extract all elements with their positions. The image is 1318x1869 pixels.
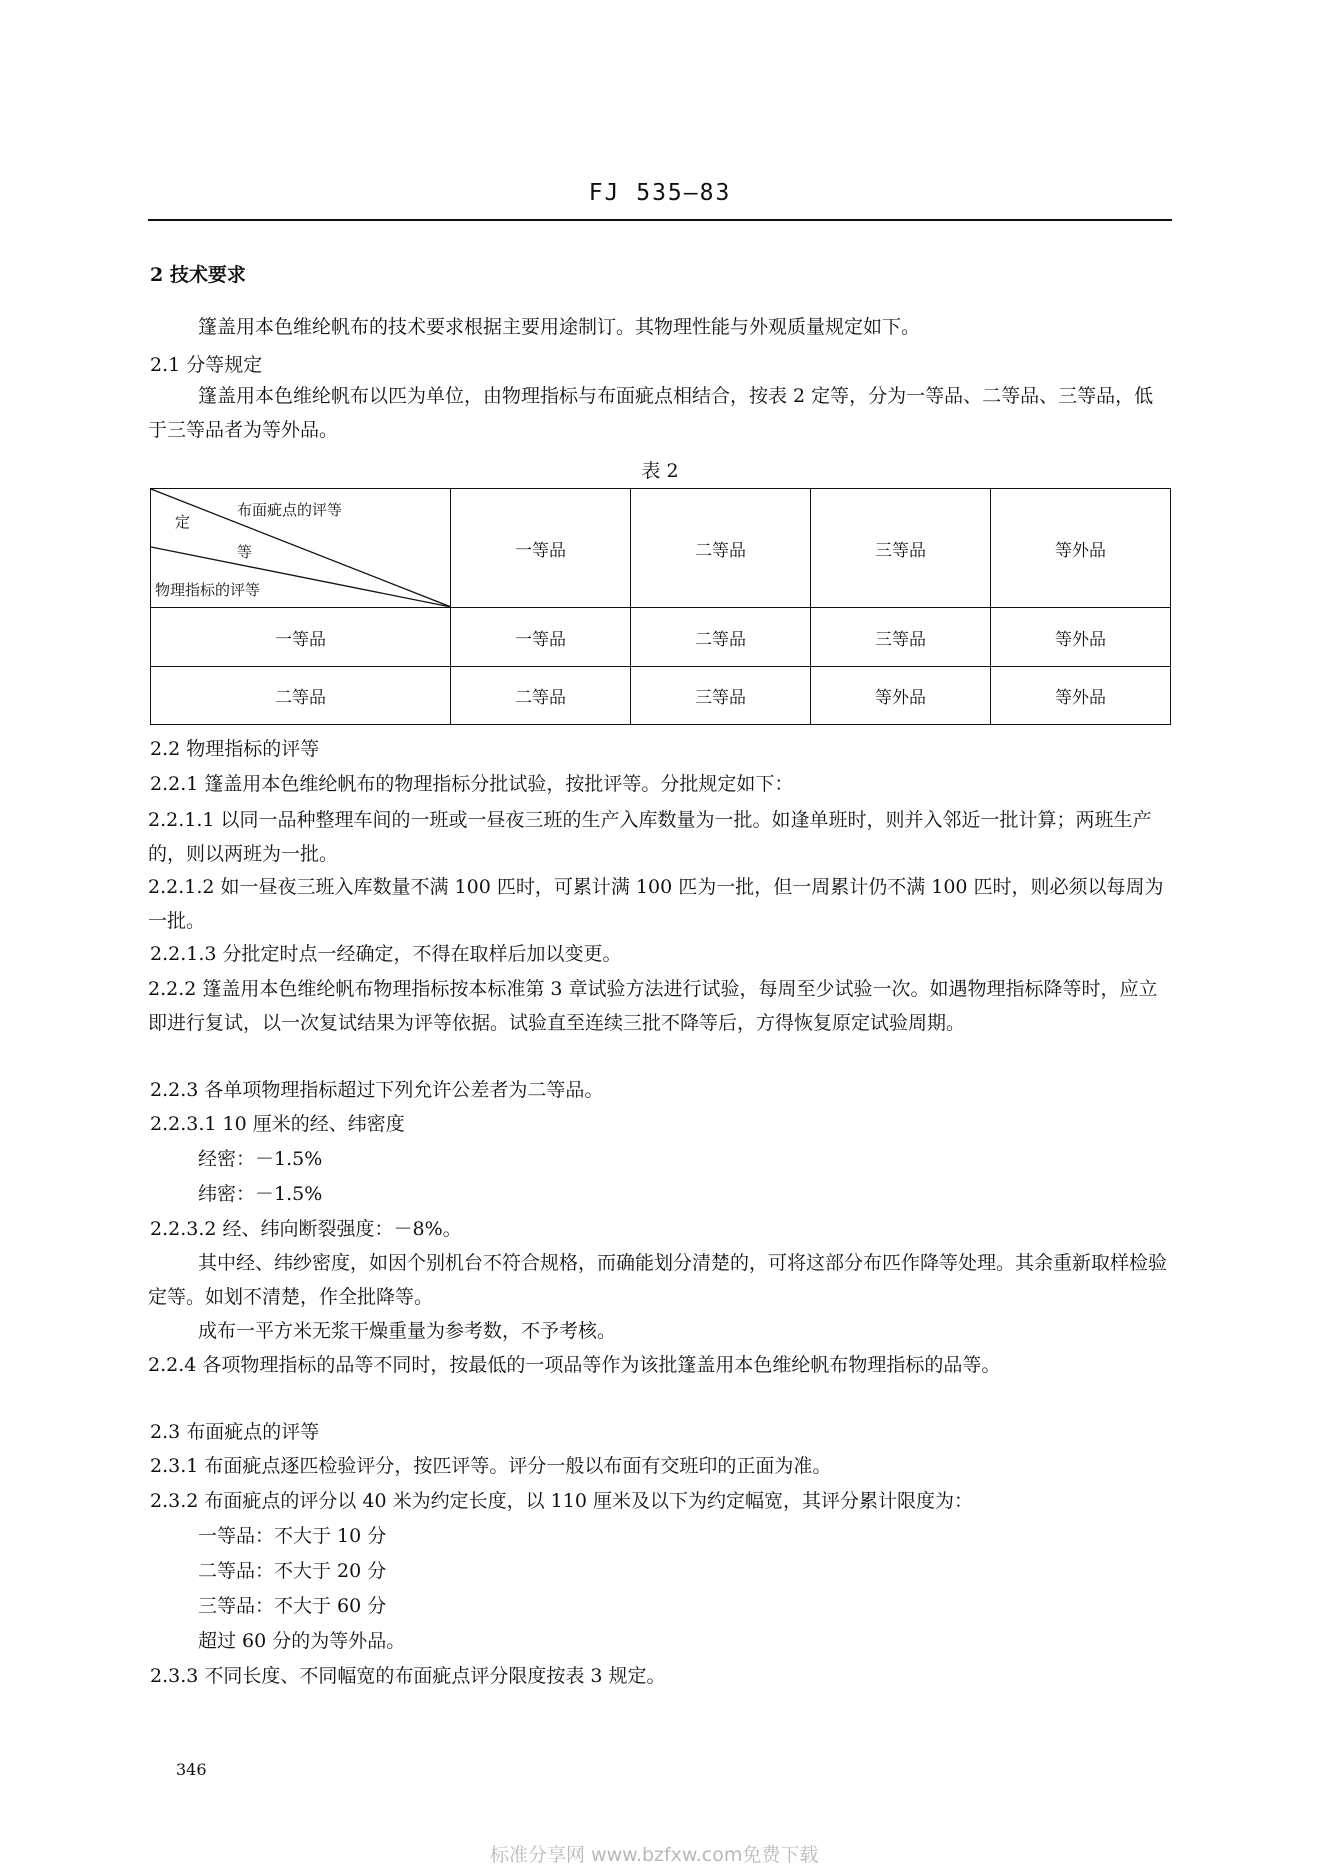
table-cell: 等外品 bbox=[991, 667, 1171, 725]
corner-label-defects: 布面疵点的评等 bbox=[237, 501, 343, 519]
table-corner-cell bbox=[151, 489, 451, 608]
table-cell: 等外品 bbox=[811, 667, 991, 725]
corner-label-physical: 物理指标的评等 bbox=[155, 581, 261, 599]
s2-2-heading: 2.2 物理指标的评等 bbox=[150, 738, 320, 760]
section-intro: 篷盖用本色维纶帆布的技术要求根据主要用途制订。其物理性能与外观质量规定如下。 bbox=[198, 316, 921, 338]
column-header: 等外品 bbox=[991, 489, 1171, 608]
header-rule bbox=[148, 219, 1172, 221]
s2-1-heading: 2.1 分等规定 bbox=[150, 354, 263, 376]
s2-2-1: 2.2.1 篷盖用本色维纶帆布的物理指标分批试验，按批评等。分批规定如下： bbox=[150, 773, 794, 795]
row-label: 一等品 bbox=[151, 608, 451, 667]
table-cell: 三等品 bbox=[631, 667, 811, 725]
s2-1-text: 篷盖用本色维纶帆布以匹为单位，由物理指标与布面疵点相结合，按表 2 定等，分为一等品、二等品、三等品，低于三等品者为等外品。 bbox=[148, 385, 1154, 441]
warp-density: 经密：－1.5% bbox=[198, 1148, 323, 1170]
s2-2-3-2: 2.2.3.2 经、纬向断裂强度：－8%。 bbox=[150, 1218, 462, 1240]
weft-density: 纬密：－1.5% bbox=[198, 1183, 323, 1205]
grade-substandard: 超过 60 分的为等外品。 bbox=[198, 1630, 406, 1652]
column-header: 一等品 bbox=[451, 489, 631, 608]
s2-2-3-1: 2.2.3.1 10 厘米的经、纬密度 bbox=[150, 1113, 405, 1135]
page-number: 346 bbox=[176, 1760, 207, 1779]
s2-2-1-2: 2.2.1.2 如一昼夜三班入库数量不满 100 匹时，可累计满 100 匹为一批，但一周累计仍不满 100 匹时，则必须以每周为一批。 bbox=[148, 876, 1164, 932]
density-note: 其中经、纬纱密度，如因个别机台不符合规格，而确能划分清楚的，可将这部分布匹作降等处理。其余重新取样检验定等。如划不清楚，作全批降等。 bbox=[148, 1252, 1168, 1308]
table-cell: 等外品 bbox=[991, 608, 1171, 667]
s2-3-2: 2.3.2 布面疵点的评分以 40 米为约定长度，以 110 厘米及以下为约定幅宽，其评分累计限度为： bbox=[150, 1490, 973, 1512]
s2-2-1-1: 2.2.1.1 以同一品种整理车间的一班或一昼夜三班的生产入库数量为一批。如逢单班时，则并入邻近一批计算；两班生产的，则以两班为一批。 bbox=[148, 809, 1152, 865]
table-row bbox=[151, 608, 1171, 667]
table-header-row bbox=[151, 489, 1171, 608]
watermark: 标准分享网 www.bzfxw.com免费下载 bbox=[490, 1844, 819, 1866]
s2-3-3: 2.3.3 不同长度、不同幅宽的布面疵点评分限度按表 3 规定。 bbox=[150, 1665, 666, 1687]
table-cell: 二等品 bbox=[451, 667, 631, 725]
section-title: 2 技术要求 bbox=[150, 264, 246, 286]
table-cell: 一等品 bbox=[451, 608, 631, 667]
s2-3-heading: 2.3 布面疵点的评等 bbox=[150, 1421, 320, 1443]
s2-3-1: 2.3.1 布面疵点逐匹检验评分，按匹评等。评分一般以布面有交班印的正面为准。 bbox=[150, 1455, 832, 1477]
corner-label-ding: 定 bbox=[175, 513, 191, 531]
s2-2-4: 2.2.4 各项物理指标的品等不同时，按最低的一项品等作为该批篷盖用本色维纶帆布物理指标的品等。 bbox=[148, 1354, 1001, 1376]
row-label: 二等品 bbox=[151, 667, 451, 725]
table2-caption: 表 2 bbox=[641, 460, 679, 482]
weight-note: 成布一平方米无浆干燥重量为参考数，不予考核。 bbox=[198, 1320, 617, 1342]
corner-label-deng: 等 bbox=[237, 543, 253, 561]
grade-third: 三等品：不大于 60 分 bbox=[198, 1595, 387, 1617]
s2-2-2: 2.2.2 篷盖用本色维纶帆布物理指标按本标准第 3 章试验方法进行试验，每周至少试验一次。如遇物理指标降等时，应立即进行复试，以一次复试结果为评等依据。试验直至连续三批不降等后，方得恢复原定试验周期。 bbox=[148, 978, 1158, 1034]
column-header: 二等品 bbox=[631, 489, 811, 608]
document-code: FJ 535—83 bbox=[588, 180, 732, 206]
s2-2-3: 2.2.3 各单项物理指标超过下列允许公差者为二等品。 bbox=[150, 1079, 604, 1101]
grading-table bbox=[150, 488, 1171, 725]
table-cell: 二等品 bbox=[631, 608, 811, 667]
table-cell: 三等品 bbox=[811, 608, 991, 667]
s2-2-1-3: 2.2.1.3 分批定时点一经确定，不得在取样后加以变更。 bbox=[150, 943, 622, 965]
grade-second: 二等品：不大于 20 分 bbox=[198, 1560, 387, 1582]
column-header: 三等品 bbox=[811, 489, 991, 608]
grade-first: 一等品：不大于 10 分 bbox=[198, 1525, 387, 1547]
table-row bbox=[151, 667, 1171, 725]
